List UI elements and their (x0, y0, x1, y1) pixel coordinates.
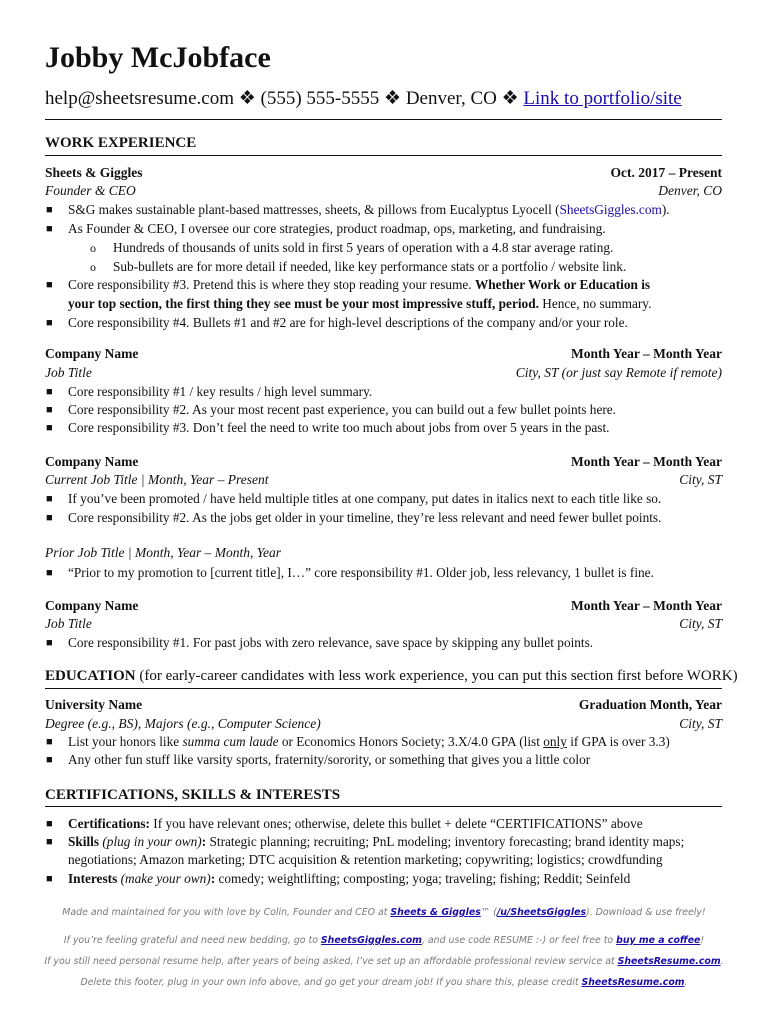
job-location: City, ST (679, 616, 722, 631)
footer-link[interactable]: Sheets & Giggles (390, 907, 481, 918)
school-name: University Name (45, 697, 143, 712)
bullet-icon: ■ (46, 567, 53, 579)
sub-bullet-icon: o (90, 241, 96, 255)
bullet-icon: ■ (46, 818, 53, 830)
footer-link[interactable]: SheetsGiggles.com (320, 935, 422, 946)
footer-line: If you’re feeling grateful and need new bedding, go to SheetsGiggles.com, and use code RESUME :-) or feel free to buy me a coffee! (63, 935, 705, 946)
diamond-separator-icon: ❖ (501, 88, 519, 109)
prior-job-title: Prior Job Title | Month, Year – Month, Year (45, 545, 281, 560)
bullet-text: Skills (plug in your own): Strategic planning; recruiting; PnL modeling; inventory forecasting; brand identity maps; (68, 834, 685, 849)
bullet-text: Core responsibility #4. Bullets #1 and #2 are for high-level descriptions of the company and/or your role. (68, 315, 628, 330)
company-name: Company Name (45, 598, 139, 613)
bullet-text: If you’ve been promoted / have held multiple titles at one company, put dates in italics next to each title like so. (68, 491, 662, 506)
school-location: City, ST (679, 716, 722, 731)
degree: Degree (e.g., BS), Majors (e.g., Computer Science) (45, 716, 321, 731)
contact-line (45, 86, 682, 112)
bullet-icon: ■ (46, 404, 53, 416)
bullet-icon: ■ (46, 637, 53, 649)
job-title: Current Job Title | Month, Year – Present (45, 472, 269, 487)
graduation-date: Graduation Month, Year (578, 697, 722, 712)
bullet-icon: ■ (46, 317, 53, 329)
bullet-text-continued: negotiations; Amazon marketing; DTC acquisition & retention marketing; copywriting; logistics; crowdfunding (68, 852, 663, 867)
email: help@sheetsresume.com (45, 88, 234, 109)
footer-line: Made and maintained for you with love by Colin, Founder and CEO at Sheets & Giggles™ (/u/SheetsGiggles). Download & use freely! (62, 907, 706, 918)
bullet-text: Core responsibility #1 / key results / high level summary. (68, 384, 373, 399)
section-divider (45, 688, 722, 689)
company-name: Company Name (45, 346, 139, 361)
bullet-icon: ■ (46, 223, 53, 235)
sub-bullet-text: Hundreds of thousands of units sold in first 5 years of operation with a 4.8 star average rating. (113, 240, 614, 255)
bullet-text: Any other fun stuff like varsity sports, fraternity/sorority, or something that gives you a little color (68, 752, 591, 767)
footer-line: If you still need personal resume help, after years of being asked, I’ve set up an affordable professional review service at SheetsResume.com. (44, 956, 724, 967)
section-divider (45, 806, 722, 807)
job-location: City, ST (679, 472, 722, 487)
bullet-text-continued: your top section, the first thing they see must be your most impressive stuff, period. Hence, no summary. (68, 296, 652, 311)
bullet-icon: ■ (46, 512, 53, 524)
section-title-education: EDUCATION (for early-career candidates with less work experience, you can put this section first before WORK) (45, 668, 738, 684)
bullet-icon: ■ (46, 873, 53, 885)
company-name: Company Name (45, 454, 139, 469)
job-title: Job Title (45, 616, 92, 631)
bullet-text: As Founder & CEO, I oversee our core strategies, product roadmap, ops, marketing, and fundraising. (68, 221, 606, 236)
bullet-text: List your honors like summa cum laude or Economics Honors Society; 3.X/4.0 GPA (list only if GPA is over 3.3) (68, 734, 670, 749)
bullet-icon: ■ (46, 836, 53, 848)
bullet-icon: ■ (46, 493, 53, 505)
bullet-icon: ■ (46, 736, 53, 748)
bullet-text: Core responsibility #2. As the jobs get older in your timeline, they’re less relevant and need fewer bullet points. (68, 510, 662, 525)
job-dates: Month Year – Month Year (571, 454, 722, 469)
bullet-icon: ■ (46, 204, 53, 216)
job-title: Job Title (45, 365, 92, 380)
sub-bullet-icon: o (90, 260, 96, 274)
bullet-icon: ■ (46, 386, 53, 398)
phone: (555) 555-5555 (260, 88, 380, 109)
job-dates: Oct. 2017 – Present (610, 165, 722, 180)
footer-link[interactable]: SheetsResume.com (581, 977, 685, 988)
bullet-icon: ■ (46, 754, 53, 766)
sub-bullet-text: Sub-bullets are for more detail if needed, like key performance stats or a portfolio / website link. (113, 259, 627, 274)
bullet-text: S&G makes sustainable plant-based mattresses, sheets, & pillows from Eucalyptus Lyocell (SheetsGiggles.com). (68, 202, 670, 217)
footer-link[interactable]: /u/SheetsGiggles (496, 907, 587, 918)
job-title: Founder & CEO (45, 183, 136, 198)
diamond-separator-icon: ❖ (238, 88, 256, 109)
job-location: Denver, CO (658, 183, 722, 198)
bullet-icon: ■ (46, 279, 53, 291)
footer-line: Delete this footer, plug in your own info above, and go get your dream job! If you share this, please credit SheetsResume.com. (80, 977, 688, 988)
job-dates: Month Year – Month Year (571, 346, 722, 361)
header-divider (45, 119, 722, 120)
bullet-text: Core responsibility #2. As your most recent past experience, you can build out a few bullet points here. (68, 402, 616, 417)
section-divider (45, 155, 722, 156)
bullet-text: Core responsibility #1. For past jobs with zero relevance, save space by skipping any bullet points. (68, 635, 594, 650)
sheetsgiggles-link[interactable]: SheetsGiggles.com (559, 202, 662, 217)
footer-link[interactable]: SheetsResume.com (617, 956, 721, 967)
bullet-text: Interests (make your own): comedy; weightlifting; composting; yoga; traveling; fishing; Reddit; Seinfeld (68, 871, 631, 886)
diamond-separator-icon: ❖ (384, 88, 402, 109)
section-title-work: WORK EXPERIENCE (45, 135, 197, 151)
bullet-text: Core responsibility #3. Pretend this is where they stop reading your resume. Whether Work or Education is (68, 277, 651, 292)
section-title-certifications: CERTIFICATIONS, SKILLS & INTERESTS (45, 787, 341, 803)
footer-link[interactable]: buy me a coffee (616, 935, 701, 946)
company-name: Sheets & Giggles (45, 165, 143, 180)
portfolio-link[interactable]: Link to portfolio/site (523, 88, 682, 109)
job-location: City, ST (or just say Remote if remote) (515, 365, 722, 380)
job-dates: Month Year – Month Year (571, 598, 722, 613)
bullet-text: Certifications: If you have relevant ones; otherwise, delete this bullet + delete “CERTIFICATIONS” above (68, 816, 643, 831)
bullet-text: Core responsibility #3. Don’t feel the need to write too much about jobs from over 5 years in the past. (68, 420, 610, 435)
location: Denver, CO (405, 88, 497, 109)
bullet-text: “Prior to my promotion to [current title], I…” core responsibility #1. Older job, less relevancy, 1 bullet is fine. (68, 565, 654, 580)
bullet-icon: ■ (46, 422, 53, 434)
candidate-name: Jobby McJobface (45, 41, 271, 74)
